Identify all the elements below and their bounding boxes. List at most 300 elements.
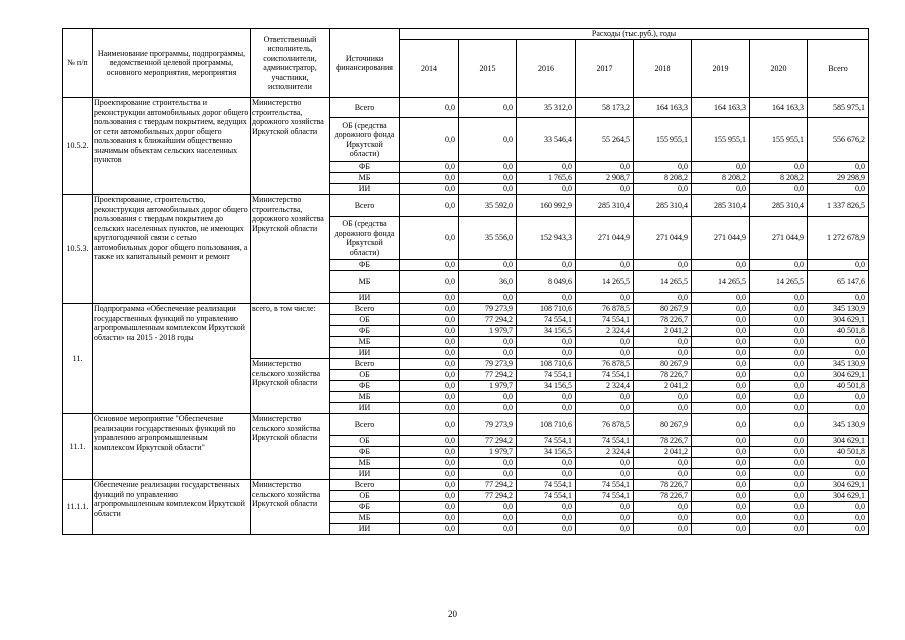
item-number: 11.1. [63,414,93,480]
funding-source: ФБ [330,447,400,458]
amount-cell: 76 878,5 [576,304,634,315]
amount-cell: 0,0 [750,524,808,535]
amount-cell: 0,0 [634,403,692,414]
amount-cell: 0,0 [750,381,808,392]
amount-cell: 2 324,4 [576,326,634,337]
amount-cell: 0,0 [692,381,750,392]
amount-cell: 0,0 [400,359,459,370]
amount-cell: 271 044,9 [692,217,750,260]
amount-cell: 8 208,2 [750,173,808,184]
amount-cell: 2 041,2 [634,381,692,392]
funding-source: ФБ [330,260,400,271]
item-responsible: всего, в том числе: [251,304,330,359]
amount-cell: 0,0 [750,293,808,304]
header-year: 2017 [576,40,634,98]
table-row [63,414,869,436]
amount-cell: 1 337 826,5 [808,195,869,217]
amount-cell: 1 979,7 [459,381,517,392]
amount-cell: 0,0 [692,293,750,304]
amount-cell: 0,0 [576,458,634,469]
amount-cell: 0,0 [750,326,808,337]
table-body [63,98,869,535]
amount-cell: 0,0 [400,469,459,480]
amount-cell: 304 629,1 [808,491,869,502]
amount-cell: 0,0 [400,414,459,436]
amount-cell: 0,0 [400,293,459,304]
header-responsible: Ответственный исполнитель, соисполнители, администратор, участники, исполнители [251,29,330,98]
amount-cell: 0,0 [750,502,808,513]
amount-cell: 0,0 [750,348,808,359]
item-responsible: Министерство сельского хозяйства Иркутской области [251,480,330,535]
amount-cell: 0,0 [634,162,692,173]
amount-cell: 0,0 [576,524,634,535]
amount-cell: 271 044,9 [750,217,808,260]
amount-cell: 0,0 [459,403,517,414]
item-name: Подпрограмма «Обеспечение реализации государственных функций по управлению агропромышленным комплексом Иркутской области» на 2015 - 2018 годы [93,304,251,414]
amount-cell: 0,0 [400,491,459,502]
item-number: 11. [63,304,93,414]
amount-cell: 0,0 [692,447,750,458]
amount-cell: 78 226,7 [634,480,692,491]
funding-source: ИИ [330,524,400,535]
table-row [63,98,869,118]
amount-cell: 0,0 [459,260,517,271]
amount-cell: 0,0 [692,436,750,447]
amount-cell: 0,0 [576,260,634,271]
header-expenses: Расходы (тыс.руб.), годы [400,29,869,40]
amount-cell: 0,0 [692,414,750,436]
amount-cell: 76 878,5 [576,359,634,370]
amount-cell: 78 226,7 [634,370,692,381]
budget-table [62,28,869,535]
funding-source: Всего [330,98,400,118]
amount-cell: 1 272 678,9 [808,217,869,260]
amount-cell: 74 554,1 [517,315,576,326]
amount-cell: 285 310,4 [692,195,750,217]
amount-cell: 79 273,9 [459,359,517,370]
amount-cell: 0,0 [750,184,808,195]
amount-cell: 77 294,2 [459,480,517,491]
amount-cell: 0,0 [808,513,869,524]
amount-cell: 0,0 [400,370,459,381]
amount-cell: 0,0 [576,502,634,513]
amount-cell: 285 310,4 [634,195,692,217]
amount-cell: 14 265,5 [634,271,692,293]
funding-source: Всего [330,195,400,217]
amount-cell: 76 878,5 [576,414,634,436]
amount-cell: 155 955,1 [750,118,808,162]
amount-cell: 36,0 [459,271,517,293]
amount-cell: 77 294,2 [459,370,517,381]
amount-cell: 0,0 [459,337,517,348]
amount-cell: 0,0 [400,337,459,348]
amount-cell: 0,0 [576,403,634,414]
amount-cell: 0,0 [692,162,750,173]
amount-cell: 40 501,8 [808,326,869,337]
amount-cell: 0,0 [576,184,634,195]
item-name: Проектирование строительства и реконструкции автомобильных дорог общего пользования с твердым покрытием, ведущих от сети автомобильных дорог общего пользования к ближайшим общественно значимым объектам сельских населенных пунктов [93,98,251,195]
funding-source: ОБ [330,491,400,502]
amount-cell: 0,0 [750,260,808,271]
amount-cell: 0,0 [750,162,808,173]
amount-cell: 0,0 [517,293,576,304]
item-number: 11.1.1. [63,480,93,535]
amount-cell: 34 156,5 [517,447,576,458]
amount-cell: 0,0 [400,173,459,184]
header-year: 2019 [692,40,750,98]
amount-cell: 0,0 [459,184,517,195]
amount-cell: 0,0 [400,271,459,293]
amount-cell: 0,0 [400,513,459,524]
amount-cell: 1 979,7 [459,326,517,337]
funding-source: ИИ [330,403,400,414]
funding-source: ОБ [330,370,400,381]
amount-cell: 271 044,9 [634,217,692,260]
amount-cell: 0,0 [459,118,517,162]
amount-cell: 304 629,1 [808,315,869,326]
amount-cell: 0,0 [692,370,750,381]
amount-cell: 2 041,2 [634,447,692,458]
amount-cell: 0,0 [692,348,750,359]
header-year: 2020 [750,40,808,98]
header-sources: Источники финансирования [330,29,400,98]
amount-cell: 0,0 [750,304,808,315]
amount-cell: 0,0 [692,392,750,403]
amount-cell: 0,0 [750,469,808,480]
amount-cell: 79 273,9 [459,304,517,315]
amount-cell: 304 629,1 [808,480,869,491]
funding-source: ФБ [330,326,400,337]
amount-cell: 0,0 [692,337,750,348]
amount-cell: 14 265,5 [576,271,634,293]
amount-cell: 0,0 [517,184,576,195]
amount-cell: 0,0 [692,403,750,414]
amount-cell: 0,0 [400,458,459,469]
amount-cell: 345 130,9 [808,304,869,315]
table-row [63,480,869,491]
amount-cell: 0,0 [808,458,869,469]
amount-cell: 40 501,8 [808,381,869,392]
amount-cell: 0,0 [692,315,750,326]
amount-cell: 0,0 [634,513,692,524]
amount-cell: 78 226,7 [634,315,692,326]
item-name: Основное мероприятие "Обеспечение реализации государственных функций по управлению агропромышленным комплексом Иркутской области" [93,414,251,480]
amount-cell: 0,0 [808,260,869,271]
funding-source: ИИ [330,184,400,195]
amount-cell: 0,0 [808,162,869,173]
amount-cell: 14 265,5 [750,271,808,293]
amount-cell: 0,0 [400,98,459,118]
amount-cell: 108 710,6 [517,304,576,315]
amount-cell: 0,0 [459,293,517,304]
funding-source: ОБ (средства дорожного фонда Иркутской области) [330,217,400,260]
funding-source: МБ [330,337,400,348]
amount-cell: 0,0 [692,502,750,513]
amount-cell: 80 267,9 [634,359,692,370]
amount-cell: 0,0 [517,348,576,359]
funding-source: МБ [330,513,400,524]
amount-cell: 0,0 [750,447,808,458]
amount-cell: 0,0 [400,195,459,217]
amount-cell: 0,0 [517,162,576,173]
amount-cell: 0,0 [692,458,750,469]
amount-cell: 164 163,3 [692,98,750,118]
amount-cell: 0,0 [634,502,692,513]
amount-cell: 8 208,2 [692,173,750,184]
amount-cell: 74 554,1 [517,480,576,491]
amount-cell: 0,0 [400,381,459,392]
amount-cell: 35 312,0 [517,98,576,118]
amount-cell: 0,0 [634,293,692,304]
amount-cell: 35 592,0 [459,195,517,217]
amount-cell: 35 556,0 [459,217,517,260]
amount-cell: 0,0 [517,513,576,524]
header-num: № п/п [63,29,93,98]
amount-cell: 74 554,1 [576,491,634,502]
amount-cell: 0,0 [459,502,517,513]
amount-cell: 0,0 [459,469,517,480]
amount-cell: 29 298,9 [808,173,869,184]
amount-cell: 160 992,9 [517,195,576,217]
amount-cell: 0,0 [517,469,576,480]
amount-cell: 0,0 [459,173,517,184]
amount-cell: 345 130,9 [808,414,869,436]
amount-cell: 58 173,2 [576,98,634,118]
amount-cell: 0,0 [517,524,576,535]
amount-cell: 0,0 [808,337,869,348]
amount-cell: 2 324,4 [576,447,634,458]
amount-cell: 0,0 [692,491,750,502]
amount-cell: 74 554,1 [517,370,576,381]
amount-cell: 40 501,8 [808,447,869,458]
amount-cell: 0,0 [400,392,459,403]
amount-cell: 0,0 [400,524,459,535]
funding-source: ИИ [330,293,400,304]
amount-cell: 0,0 [750,458,808,469]
header-total: Всего [808,40,869,98]
amount-cell: 74 554,1 [576,436,634,447]
amount-cell: 0,0 [808,502,869,513]
table-row [63,304,869,315]
funding-source: ОБ [330,436,400,447]
amount-cell: 0,0 [692,469,750,480]
amount-cell: 0,0 [400,403,459,414]
amount-cell: 2 324,4 [576,381,634,392]
funding-source: МБ [330,173,400,184]
amount-cell: 0,0 [576,337,634,348]
amount-cell: 74 554,1 [517,436,576,447]
amount-cell: 0,0 [576,293,634,304]
amount-cell: 77 294,2 [459,491,517,502]
amount-cell: 0,0 [808,184,869,195]
amount-cell: 0,0 [692,480,750,491]
amount-cell: 79 273,9 [459,414,517,436]
amount-cell: 74 554,1 [576,480,634,491]
amount-cell: 77 294,2 [459,315,517,326]
amount-cell: 0,0 [692,359,750,370]
amount-cell: 0,0 [400,184,459,195]
amount-cell: 0,0 [517,392,576,403]
amount-cell: 0,0 [459,162,517,173]
item-responsible: Министерство сельского хозяйства Иркутской области [251,359,330,414]
amount-cell: 0,0 [634,458,692,469]
amount-cell: 0,0 [750,414,808,436]
amount-cell: 8 208,2 [634,173,692,184]
amount-cell: 0,0 [750,403,808,414]
amount-cell: 0,0 [750,436,808,447]
funding-source: Всего [330,359,400,370]
amount-cell: 285 310,4 [750,195,808,217]
amount-cell: 0,0 [459,98,517,118]
amount-cell: 304 629,1 [808,436,869,447]
amount-cell: 0,0 [692,513,750,524]
amount-cell: 0,0 [808,524,869,535]
header-year: 2015 [459,40,517,98]
amount-cell: 0,0 [576,392,634,403]
amount-cell: 74 554,1 [576,370,634,381]
amount-cell: 585 975,1 [808,98,869,118]
amount-cell: 0,0 [634,337,692,348]
amount-cell: 0,0 [459,524,517,535]
amount-cell: 0,0 [750,491,808,502]
amount-cell: 0,0 [692,304,750,315]
funding-source: ОБ [330,315,400,326]
amount-cell: 0,0 [576,469,634,480]
amount-cell: 0,0 [517,502,576,513]
amount-cell: 78 226,7 [634,436,692,447]
funding-source: Всего [330,304,400,315]
amount-cell: 0,0 [750,513,808,524]
amount-cell: 0,0 [808,403,869,414]
amount-cell: 0,0 [750,315,808,326]
amount-cell: 0,0 [400,348,459,359]
amount-cell: 152 943,3 [517,217,576,260]
funding-source: МБ [330,458,400,469]
amount-cell: 0,0 [692,326,750,337]
amount-cell: 0,0 [400,260,459,271]
amount-cell: 0,0 [517,260,576,271]
header-year: 2018 [634,40,692,98]
amount-cell: 0,0 [634,392,692,403]
item-name: Обеспечение реализации государственных функций по управлению агропромышленным комплексом Иркутской области [93,480,251,535]
amount-cell: 2 908,7 [576,173,634,184]
amount-cell: 0,0 [400,326,459,337]
funding-source: ИИ [330,469,400,480]
page-number: 20 [448,609,457,619]
amount-cell: 0,0 [400,217,459,260]
amount-cell: 0,0 [400,118,459,162]
funding-source: ФБ [330,381,400,392]
funding-source: ФБ [330,502,400,513]
amount-cell: 0,0 [808,293,869,304]
funding-source: ФБ [330,162,400,173]
amount-cell: 164 163,3 [634,98,692,118]
amount-cell: 108 710,6 [517,414,576,436]
item-name: Проектирование, строительство, реконструкция автомобильных дорог общего пользования с твердым покрытием до сельских населенных пунктов, не имеющих круглогодичной связи с сетью автомобильных дорог общего пользования, а также их капитальный ремонт и ремонт [93,195,251,304]
amount-cell: 0,0 [634,184,692,195]
amount-cell: 1 979,7 [459,447,517,458]
amount-cell: 0,0 [400,304,459,315]
amount-cell: 0,0 [750,480,808,491]
amount-cell: 0,0 [400,436,459,447]
amount-cell: 0,0 [400,315,459,326]
item-number: 10.5.2. [63,98,93,195]
amount-cell: 33 546,4 [517,118,576,162]
amount-cell: 8 049,6 [517,271,576,293]
amount-cell: 0,0 [808,469,869,480]
header-year: 2016 [517,40,576,98]
amount-cell: 34 156,5 [517,381,576,392]
amount-cell: 556 676,2 [808,118,869,162]
header-name: Наименование программы, подпрограммы, ведомственной целевой программы, основного мероприятия, мероприятия [93,29,251,98]
amount-cell: 155 955,1 [692,118,750,162]
amount-cell: 34 156,5 [517,326,576,337]
amount-cell: 0,0 [692,260,750,271]
amount-cell: 1 765,6 [517,173,576,184]
amount-cell: 0,0 [692,524,750,535]
amount-cell: 0,0 [750,337,808,348]
amount-cell: 0,0 [634,469,692,480]
amount-cell: 2 041,2 [634,326,692,337]
amount-cell: 0,0 [692,184,750,195]
amount-cell: 0,0 [400,447,459,458]
amount-cell: 345 130,9 [808,359,869,370]
amount-cell: 164 163,3 [750,98,808,118]
amount-cell: 0,0 [576,513,634,524]
amount-cell: 0,0 [459,458,517,469]
amount-cell: 55 264,5 [576,118,634,162]
amount-cell: 74 554,1 [576,315,634,326]
amount-cell: 0,0 [750,392,808,403]
amount-cell: 0,0 [459,513,517,524]
amount-cell: 0,0 [576,348,634,359]
amount-cell: 271 044,9 [576,217,634,260]
amount-cell: 0,0 [400,162,459,173]
amount-cell: 304 629,1 [808,370,869,381]
amount-cell: 65 147,6 [808,271,869,293]
amount-cell: 80 267,9 [634,304,692,315]
amount-cell: 0,0 [459,392,517,403]
amount-cell: 0,0 [634,348,692,359]
amount-cell: 155 955,1 [634,118,692,162]
amount-cell: 285 310,4 [576,195,634,217]
amount-cell: 74 554,1 [517,491,576,502]
amount-cell: 0,0 [750,359,808,370]
amount-cell: 0,0 [459,348,517,359]
item-responsible: Министерство сельского хозяйства Иркутской области [251,414,330,480]
amount-cell: 108 710,6 [517,359,576,370]
amount-cell: 80 267,9 [634,414,692,436]
amount-cell: 0,0 [808,348,869,359]
amount-cell: 0,0 [400,480,459,491]
header-year: 2014 [400,40,459,98]
amount-cell: 0,0 [808,392,869,403]
amount-cell: 0,0 [750,370,808,381]
item-responsible: Министерство строительства, дорожного хозяйства Иркутской области [251,98,330,195]
amount-cell: 0,0 [634,260,692,271]
amount-cell: 0,0 [634,524,692,535]
amount-cell: 0,0 [517,403,576,414]
funding-source: ИИ [330,348,400,359]
amount-cell: 0,0 [576,162,634,173]
funding-source: ОБ (средства дорожного фонда Иркутской области) [330,118,400,162]
funding-source: МБ [330,271,400,293]
funding-source: Всего [330,480,400,491]
amount-cell: 0,0 [517,458,576,469]
amount-cell: 14 265,5 [692,271,750,293]
amount-cell: 78 226,7 [634,491,692,502]
funding-source: МБ [330,392,400,403]
